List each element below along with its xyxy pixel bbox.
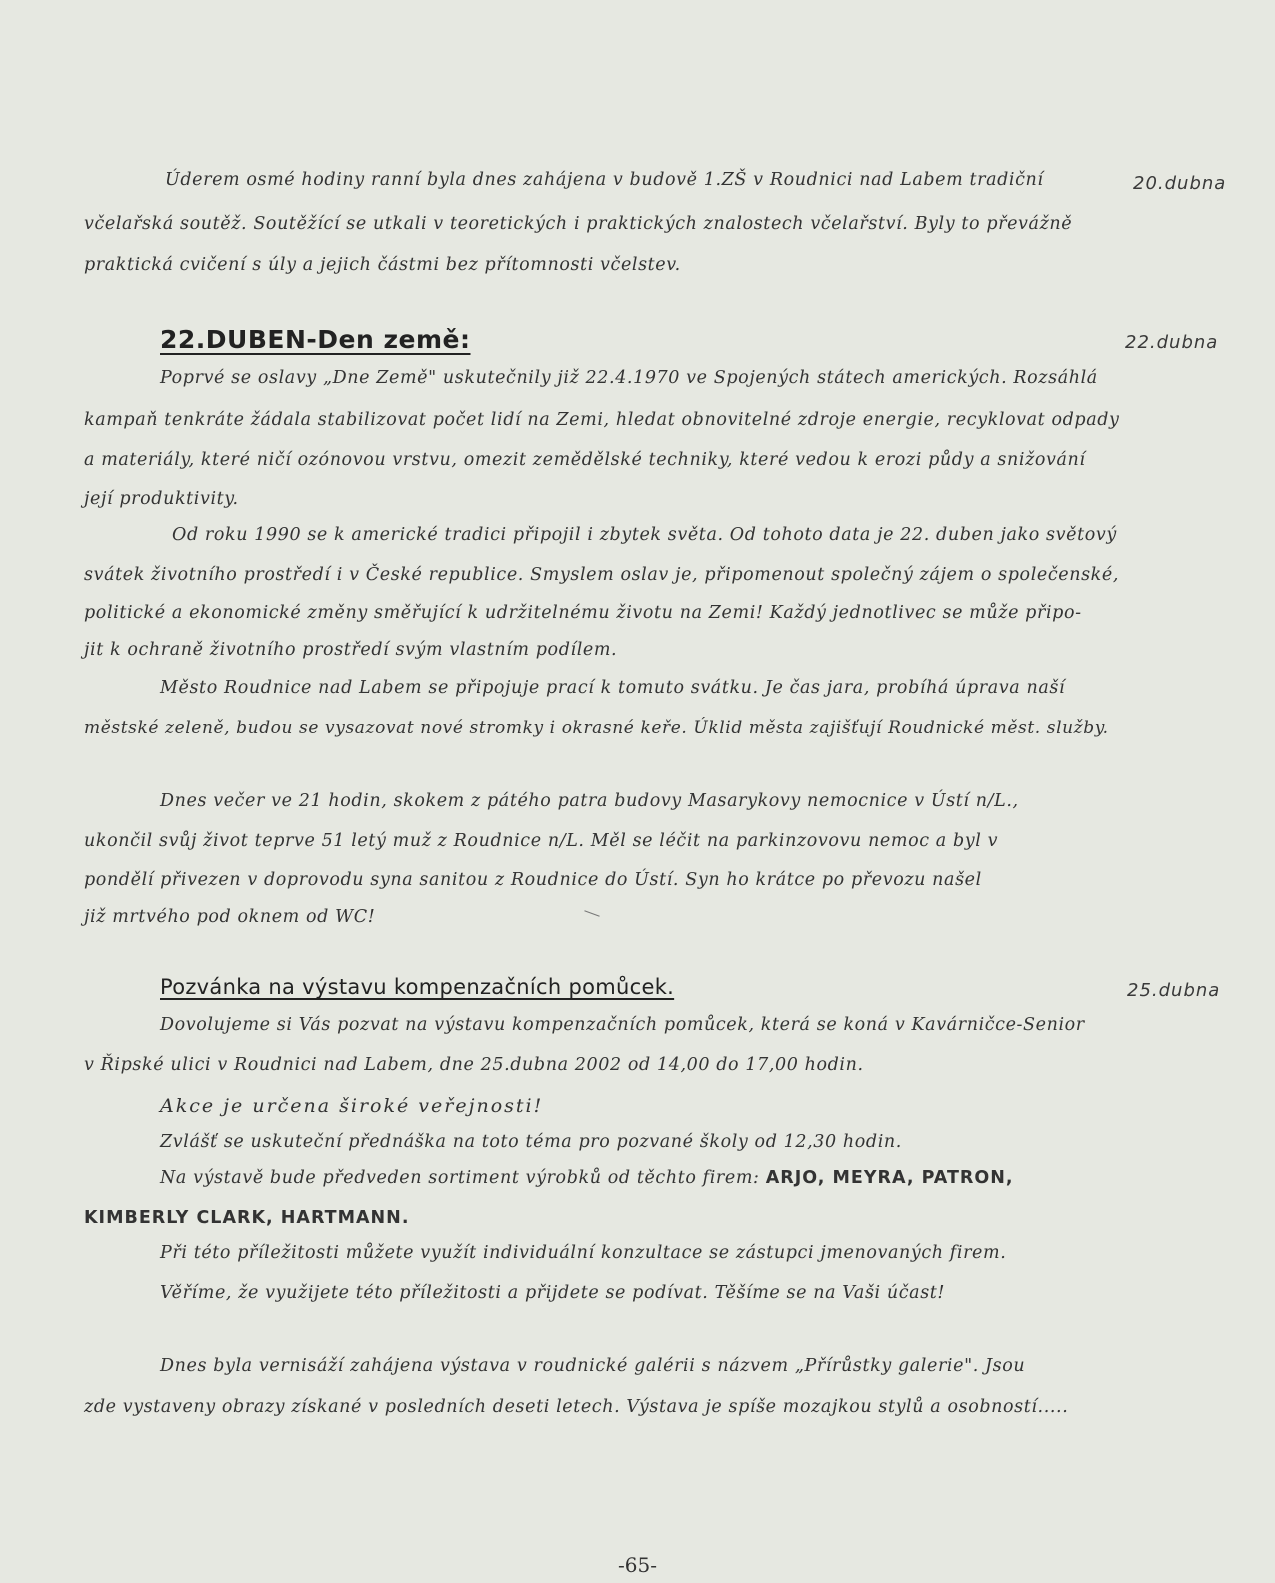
paragraph-line bbox=[160, 1168, 1014, 1188]
paragraph-line: Akce je určena široké veřejnosti! bbox=[160, 1095, 544, 1117]
paragraph-line: ukončil svůj život teprve 51 letý muž z Roudnice n/L. Měl se léčit na parkinzovovu nemoc a byl v bbox=[84, 831, 999, 851]
paragraph-line: v Řipské ulici v Roudnici nad Labem, dne 25.dubna 2002 od 14,00 do 17,00 hodin. bbox=[84, 1055, 864, 1075]
entry-date: 22.dubna bbox=[1125, 332, 1219, 353]
paragraph-line: Město Roudnice nad Labem se připojuje prací k tomuto svátku. Je čas jara, probíhá úprava naší bbox=[160, 678, 1066, 698]
paragraph-line: Zvlášť se uskuteční přednáška na toto téma pro pozvané školy od 12,30 hodin. bbox=[160, 1132, 902, 1152]
paragraph-line: Dovolujeme si Vás pozvat na výstavu kompenzačních pomůcek, která se koná v Kavárničce-Senior bbox=[160, 1015, 1085, 1035]
paragraph-line: Dnes večer ve 21 hodin, skokem z pátého patra budovy Masarykovy nemocnice v Ústí n/L., bbox=[160, 791, 1019, 811]
paragraph-line: již mrtvého pod oknem od WC! bbox=[84, 907, 376, 927]
paragraph-text: Na výstavě bude předveden sortiment výrobků od těchto firem: bbox=[160, 1168, 760, 1188]
section-heading: Pozvánka na výstavu kompenzačních pomůcek. bbox=[160, 975, 675, 999]
firm-list: ARJO, MEYRA, PATRON, bbox=[765, 1168, 1014, 1188]
stray-mark bbox=[584, 910, 599, 916]
entry-date: 20.dubna bbox=[1133, 173, 1227, 194]
paragraph-line: Poprvé se oslavy „Dne Země" uskutečnily již 22.4.1970 ve Spojených státech amerických. Rozsáhlá bbox=[160, 368, 1098, 388]
paragraph-line: Při této příležitosti můžete využít individuální konzultace se zástupci jmenovaných firem. bbox=[160, 1243, 1007, 1263]
page-number: -65- bbox=[618, 1553, 657, 1577]
paragraph-line: politické a ekonomické změny směřující k udržitelnému životu na Zemi! Každý jednotlivec se může připo- bbox=[84, 603, 1082, 623]
paragraph-line: Dnes byla vernisáží zahájena výstava v roudnické galérii s názvem „Přírůstky galerie". Jsou bbox=[160, 1356, 1026, 1376]
paragraph-line: zde vystaveny obrazy získané v posledních deseti letech. Výstava je spíše mozajkou stylů a osobností..... bbox=[84, 1397, 1069, 1417]
paragraph-line: Úderem osmé hodiny ranní byla dnes zahájena v budově 1.ZŠ v Roudnici nad Labem tradiční bbox=[165, 170, 1044, 190]
paragraph-line: její produktivity. bbox=[84, 489, 239, 509]
paragraph-line: Od roku 1990 se k americké tradici připojil i zbytek světa. Od tohoto data je 22. duben jako světový bbox=[172, 525, 1117, 545]
paragraph-line: pondělí přivezen v doprovodu syna sanitou z Roudnice do Ústí. Syn ho krátce po převozu našel bbox=[84, 870, 982, 890]
paragraph-line: jit k ochraně životního prostředí svým vlastním podílem. bbox=[84, 640, 618, 660]
paragraph-line: Věříme, že využijete této příležitosti a přijdete se podívat. Těšíme se na Vaši účast! bbox=[160, 1283, 946, 1303]
paragraph-line: svátek životního prostředí i v České republice. Smyslem oslav je, připomenout společný zájem o společenské, bbox=[84, 565, 1119, 585]
paragraph-line: kampaň tenkráte žádala stabilizovat počet lidí na Zemi, hledat obnovitelné zdroje energie, recyklovat odpady bbox=[84, 410, 1120, 430]
entry-date: 25.dubna bbox=[1127, 980, 1221, 1001]
paragraph-line: a materiály, které ničí ozónovou vrstvu, omezit zemědělské techniky, které vedou k erozi půdy a snižování bbox=[84, 450, 1086, 470]
section-heading: 22.DUBEN-Den země: bbox=[160, 325, 471, 354]
paragraph-line: včelařská soutěž. Soutěžící se utkali v teoretických i praktických znalostech včelařství. Byly to převážně bbox=[84, 214, 1073, 234]
paragraph-line: městské zeleně, budou se vysazovat nové stromky i okrasné keře. Úklid města zajišťují Roudnické měst. služby. bbox=[84, 718, 1109, 738]
firm-list: KIMBERLY CLARK, HARTMANN. bbox=[84, 1208, 410, 1228]
paragraph-line: praktická cvičení s úly a jejich částmi bez přítomnosti včelstev. bbox=[84, 255, 681, 275]
